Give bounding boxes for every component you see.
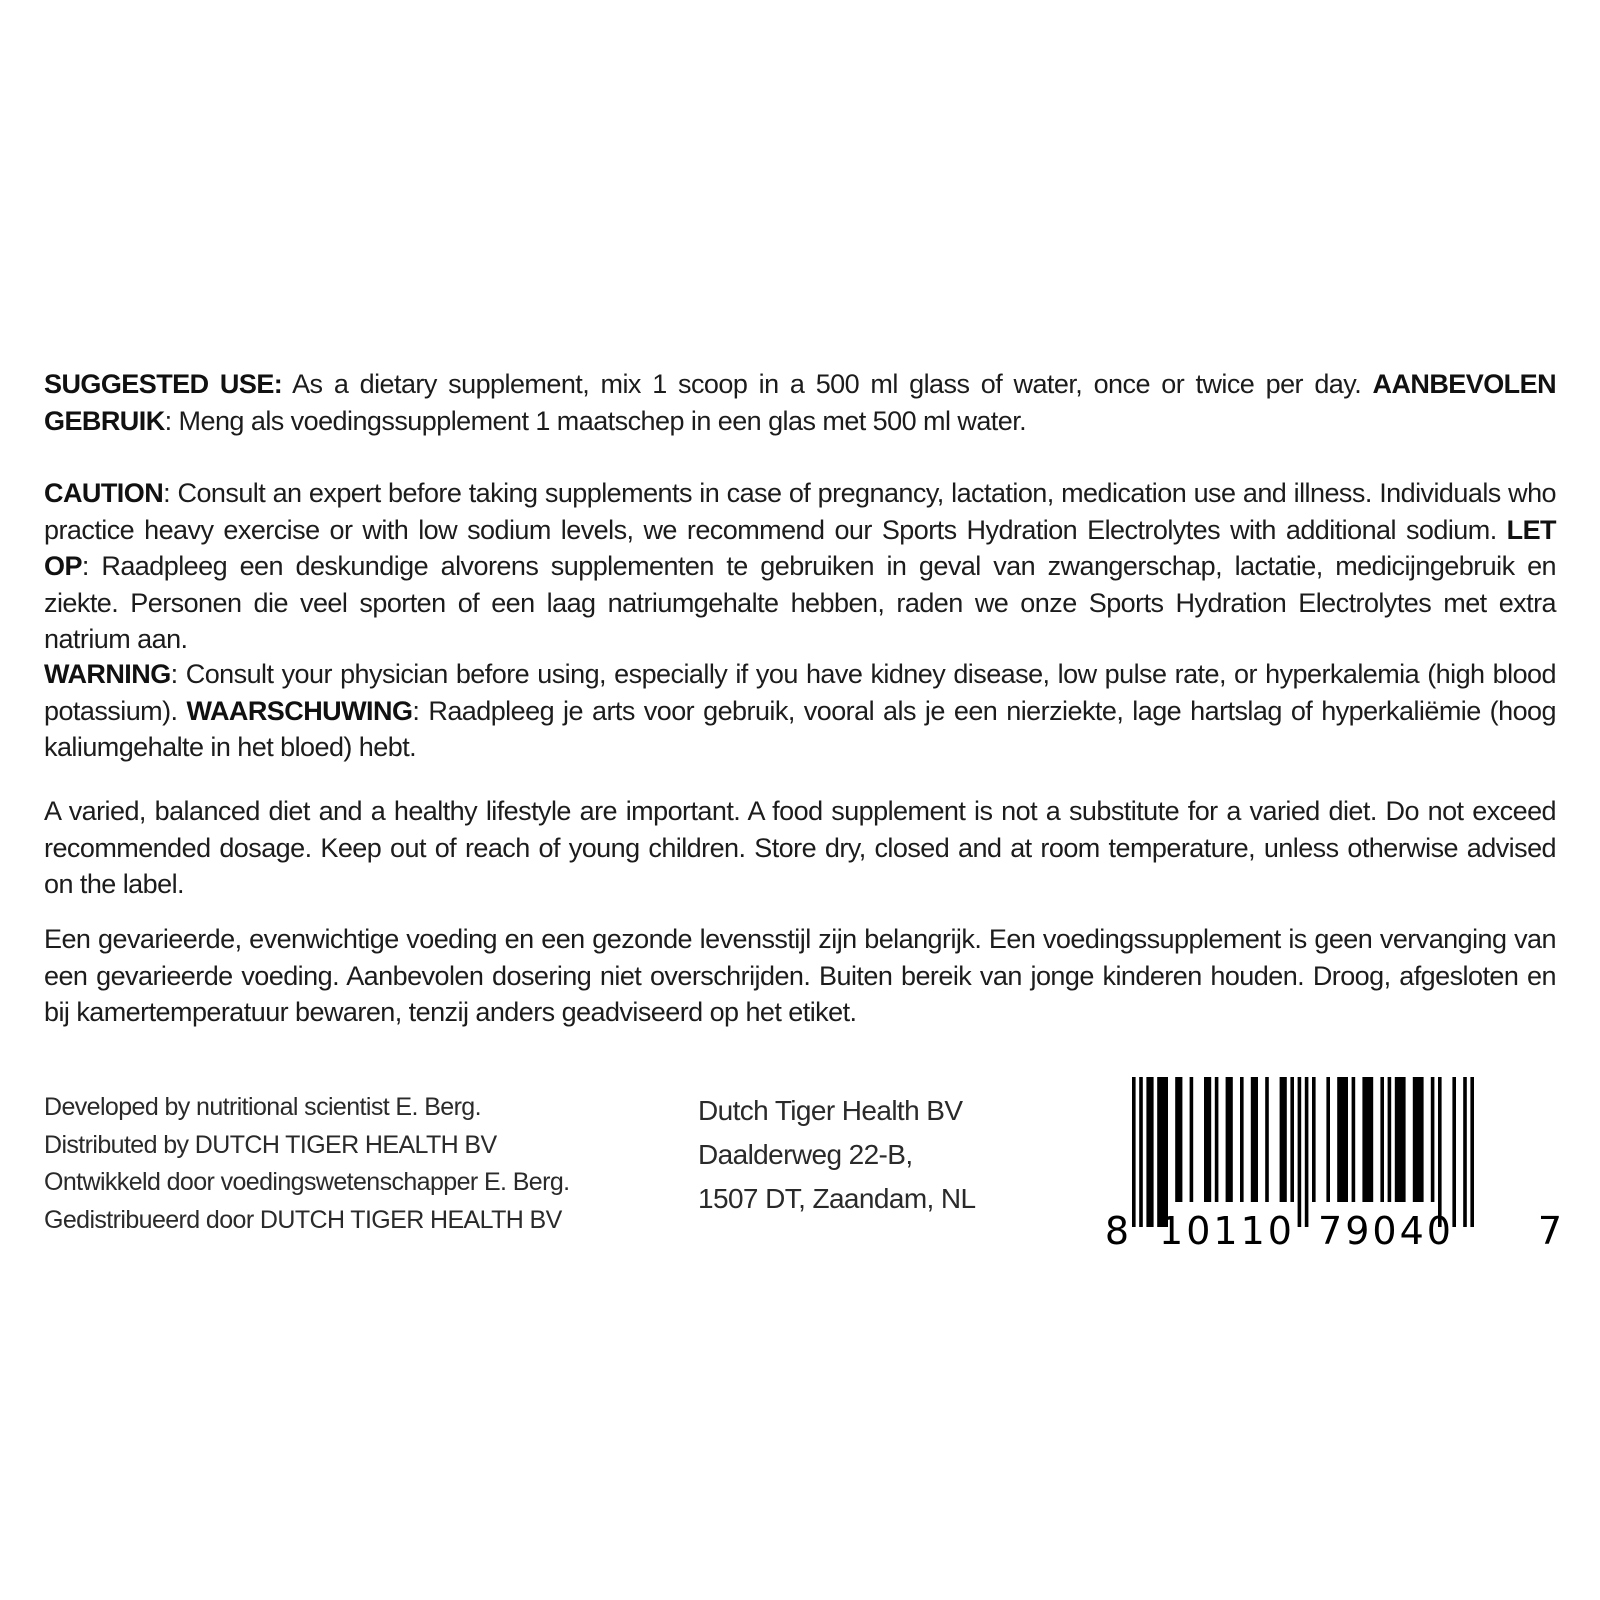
barcode-bar <box>1226 1077 1233 1202</box>
barcode-bar <box>1251 1077 1258 1202</box>
general-advice-nl-text: Een gevarieerde, evenwichtige voeding en een gezonde levensstijl zijn belangrijk. Een voedingssupplement is geen vervanging van een gevarieerde voeding. Aanbevolen dosering niet overschrijden. Buiten bereik van jonge kinderen houden. Droog, afgesloten en bij kamertemperatuur bewaren, tenzij anders geadviseerd op het etiket. <box>44 924 1556 1027</box>
suggested-use-heading: SUGGESTED USE: <box>44 369 283 399</box>
credits-block <box>44 1089 570 1239</box>
warning-text: : Consult your physician before using, especially if you have kidney disease, low pulse rate, or hyperkalemia (high blood potassium). <box>44 659 1556 726</box>
barcode-bar <box>1337 1077 1348 1202</box>
let-op-heading: LET OP <box>44 514 1556 581</box>
barcode-bar <box>1175 1077 1182 1202</box>
barcode-bar <box>1326 1077 1330 1202</box>
barcode-bar <box>1431 1077 1435 1202</box>
warning-heading: WARNING <box>44 659 171 689</box>
barcode-bar <box>1146 1077 1153 1227</box>
company-address-block <box>698 1089 976 1221</box>
caution-paragraph <box>44 475 1556 658</box>
barcode-bar <box>1352 1077 1356 1202</box>
barcode-bar <box>1413 1077 1424 1202</box>
aanbevolen-gebruik-heading: AANBEVOLEN GEBRUIK <box>44 369 1557 436</box>
general-advice-nl-paragraph <box>44 921 1556 1031</box>
credit-line: Ontwikkeld door voedingswetenschapper E. Berg. <box>44 1168 570 1196</box>
barcode-bar <box>1265 1077 1269 1202</box>
barcode-bar <box>1190 1077 1194 1202</box>
barcode-bar <box>1157 1077 1168 1227</box>
barcode-bar <box>1298 1077 1302 1227</box>
caution-heading: CAUTION <box>44 478 164 508</box>
aanbevolen-gebruik-text: : Meng als voedingssupplement 1 maatschep in een glas met 500 ml water. <box>164 405 1027 436</box>
credit-line: Distributed by DUTCH TIGER HEALTH BV <box>44 1130 497 1159</box>
caution-text: : Consult an expert before taking supplements in case of pregnancy, lactation, medication use and illness. Individuals who practice heavy exercise or with low sodium levels, we recommend our Sports Hydration Electrolytes with additional sodium. <box>44 478 1556 545</box>
barcode-bar <box>1452 1077 1456 1227</box>
barcode <box>1104 1077 1563 1253</box>
barcode-check-digit: 7 <box>1537 1209 1563 1253</box>
barcode-bar <box>1312 1077 1316 1202</box>
barcode-bar <box>1240 1077 1244 1202</box>
barcode-bar <box>1463 1077 1467 1227</box>
waarschuwing-text: : Raadpleeg je arts voor gebruik, vooral als je een nierziekte, lage hartslag of hyperkaliëmie (hoog kaliumgehalte in het bloed) hebt. <box>44 695 1556 762</box>
credit-line: Gedistribueerd door DUTCH TIGER HEALTH BV <box>44 1205 562 1234</box>
barcode-graphic <box>1104 1077 1563 1253</box>
barcode-bar <box>1395 1077 1406 1202</box>
general-advice-en-text: A varied, balanced diet and a healthy lifestyle are important. A food supplement is not a substitute for a varied diet. Do not exceed recommended dosage. Keep out of reach of young children. Store dry, closed and at room temperature, unless otherwise advised on the label. <box>44 796 1556 899</box>
barcode-bar <box>1388 1077 1392 1202</box>
barcode-bar <box>1215 1077 1219 1202</box>
barcode-bar <box>1132 1077 1136 1227</box>
street-address: Daalderweg 22-B, <box>698 1139 913 1170</box>
barcode-bar <box>1362 1077 1373 1202</box>
barcode-bar <box>1438 1077 1442 1227</box>
warning-paragraph <box>44 656 1556 766</box>
credit-line: Developed by nutritional scientist E. Berg. <box>44 1093 481 1121</box>
postal-city: 1507 DT, Zaandam, NL <box>698 1183 976 1214</box>
barcode-bar <box>1290 1077 1294 1202</box>
suggested-use-text: As a dietary supplement, mix 1 scoop in a 500 ml glass of water, once or twice per day. <box>282 369 1373 399</box>
general-advice-en-paragraph <box>44 793 1556 903</box>
company-name: Dutch Tiger Health BV <box>698 1095 963 1126</box>
barcode-bar <box>1305 1077 1309 1227</box>
barcode-bar <box>1280 1077 1287 1202</box>
suggested-use-paragraph <box>44 366 1556 439</box>
let-op-text: : Raadpleeg een deskundige alvorens supplementen te gebruiken in geval van zwangerschap, lactatie, medicijngebruik en ziekte. Personen die veel sporten of een laag natriumgehalte hebben, raden we onze Sports Hydration Electrolytes met extra natrium aan. <box>44 551 1556 654</box>
barcode-bar <box>1139 1077 1143 1227</box>
waarschuwing-heading: WAARSCHUWING <box>186 695 413 726</box>
barcode-first-digit: 8 <box>1104 1209 1130 1253</box>
barcode-bars <box>1132 1077 1474 1227</box>
barcode-bar <box>1380 1077 1384 1202</box>
barcode-bar <box>1470 1077 1474 1227</box>
barcode-left-digits: 10110 <box>1159 1209 1295 1253</box>
barcode-bar <box>1204 1077 1211 1202</box>
barcode-right-digits: 79040 <box>1318 1209 1454 1253</box>
